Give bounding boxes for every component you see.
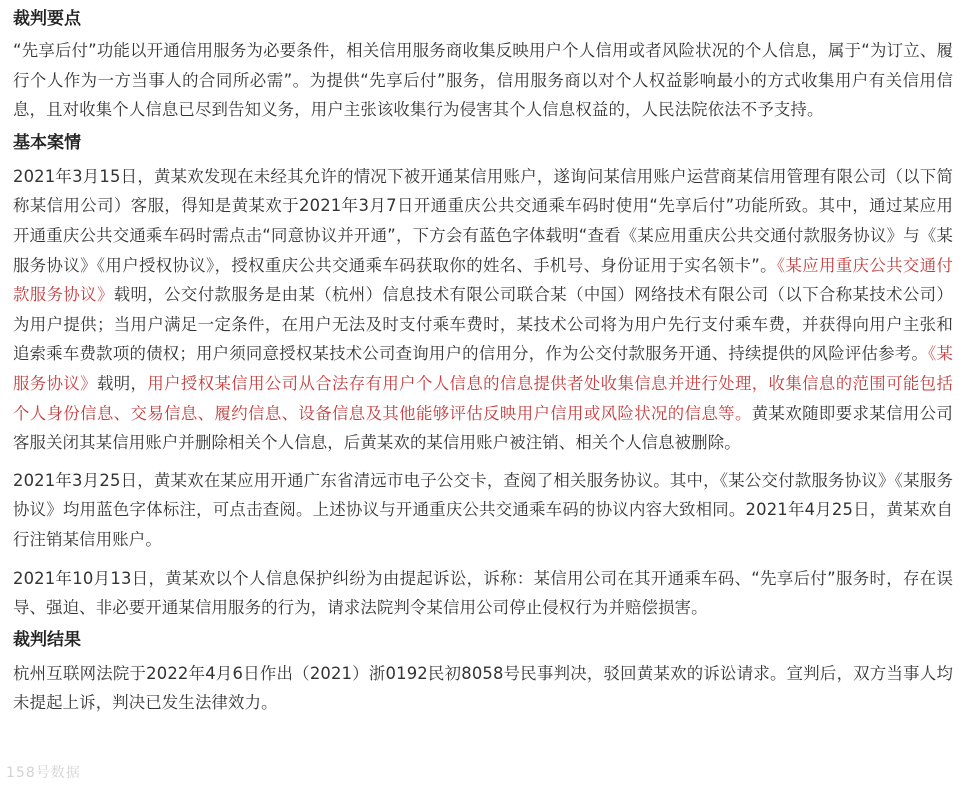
facts-text-a: 2021年3月15日，黄某欢发现在未经其允许的情况下被开通某信用账户，遂询问某信用账户运营商某信用管理有限公司（以下简称某信用公司）客服，得知是黄某欢于2021年3月7日开通重庆公共交通乘车码时使用“先享后付”功能所致。其中，通过某应用开通重庆公共交通乘车码时需点击“同意协议并开通”，下方会有蓝色字体载明“查看《某应用重庆公共交通付款服务协议》与《某服务协议》《用户授权协议》，授权重庆公共交通乘车码获取你的姓名、手机号、身份证用于实名领卡”。 — [13, 166, 953, 275]
facts-text-g: 黄某欢随即要求某信用公司客服关闭其某信用账户并删除相关个人信息，后黄某欢的某信用账户被注销、相关个人信息被删除。 — [13, 403, 953, 453]
case-document — [13, 6, 953, 718]
section-heading-keypoints: 裁判要点 — [13, 9, 81, 29]
facts-paragraph-2: 2021年3月25日，黄某欢在某应用开通广东省清远市电子公交卡，查阅了相关服务协议。其中，《某公交付款服务协议》《某服务协议》均用蓝色字体标注，可点击查阅。上述协议与开通重庆公共交通乘车码的协议内容大致相同。2021年4月25日，黄某欢自行注销某信用账户。 — [13, 470, 953, 549]
section-heading-result: 裁判结果 — [13, 629, 81, 650]
facts-paragraph-1 — [13, 162, 953, 458]
keypoints-paragraph: “先享后付”功能以开通信用服务为必要条件，相关信用服务商收集反映用户个人信用或者风险状况的个人信息，属于“为订立、履行个人作为一方当事人的合同所必需”。为提供“先享后付”服务，信用服务商以对个人权益影响最小的方式收集用户有关信用信息，且对收集个人信息已尽到告知义务，用户主张该收集行为侵害其个人信息权益的，人民法院依法不予支持。 — [13, 41, 953, 120]
watermark: 158号数据 — [6, 765, 81, 781]
result-paragraph: 杭州互联网法院于2022年4月6日作出（2021）浙0192民初8058号民事判决，驳回黄某欢的诉讼请求。宣判后，双方当事人均未提起上诉，判决已发生法律效力。 — [13, 663, 953, 713]
facts-text-e: 载明， — [96, 373, 148, 393]
section-heading-facts: 基本案情 — [13, 132, 81, 153]
facts-text-c: 载明，公交付款服务是由某（杭州）信息技术有限公司联合某（中国）网络技术有限公司（以下合称某技术公司）为用户提供；当用户满足一定条件，在用户无法及时支付乘车费时，某技术公司将为用户先行支付乘车费，并获得向用户主张和追索乘车费款项的债权；用户须同意授权某技术公司查询用户的信用分，作为公交付款服务开通、持续提供的风险评估参考。 — [13, 285, 954, 364]
highlight-service-agreement: 《某服务协议》 — [13, 344, 953, 393]
facts-paragraph-3: 2021年10月13日，黄某欢以个人信息保护纠纷为由提起诉讼，诉称：某信用公司在其开通乘车码、“先享后付”服务时，存在误导、强迫、非必要开通某信用服务的行为，请求法院判令某信用公司停止侵权行为并赔偿损害。 — [13, 568, 953, 618]
highlight-authorization-clause: 用户授权某信用公司从合法存有用户个人信息的信息提供者处收集信息并进行处理，收集信息的范围可能包括个人身份信息、交易信息、履约信息、设备信息及其他能够评估反映用户信用或风险状况的信息等。 — [13, 373, 953, 423]
highlight-payment-agreement: 《某应用重庆公共交通付款服务协议》 — [13, 255, 954, 305]
